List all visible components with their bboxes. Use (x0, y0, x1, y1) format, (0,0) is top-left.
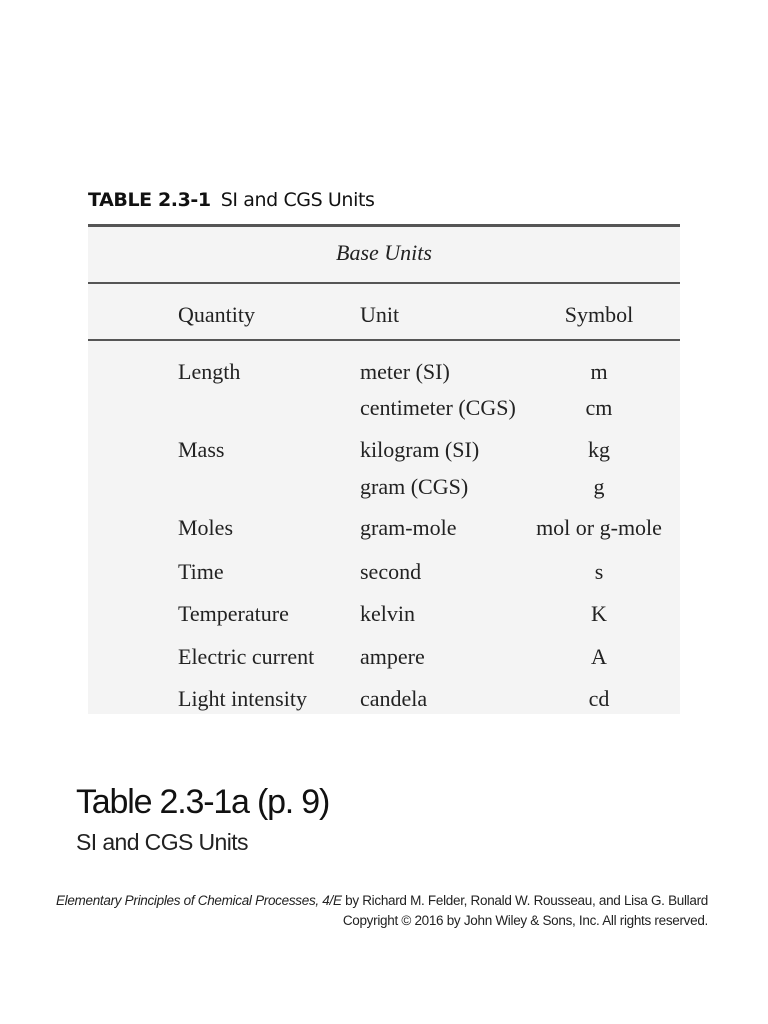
cell-unit: ampere (360, 644, 425, 669)
units-table (88, 224, 680, 714)
source-credit (56, 891, 708, 931)
cell-symbol: s (594, 559, 604, 584)
cell-quantity: Time (178, 559, 224, 584)
table-title (88, 189, 375, 211)
cell-symbol: cm (585, 395, 613, 420)
cell-quantity: Temperature (178, 601, 289, 626)
column-header-quantity: Quantity (178, 302, 255, 327)
credit-line (56, 891, 708, 911)
cell-unit: kelvin (360, 601, 415, 626)
cell-symbol: A (591, 644, 607, 669)
copyright-notice: Copyright © 2016 by John Wiley & Sons, Inc. All rights reserved. (342, 913, 708, 928)
cell-symbol: m (590, 359, 608, 384)
cell-unit: gram-mole (360, 515, 457, 540)
cell-symbol: g (593, 474, 605, 499)
cell-quantity: Light intensity (178, 686, 307, 711)
cell-quantity: Mass (178, 437, 225, 462)
cell-symbol: cd (588, 686, 610, 711)
caption-title: Table 2.3-1a (p. 9) (76, 783, 330, 821)
book-title: Elementary Principles of Chemical Processes, 4/E (55, 893, 342, 908)
cell-quantity: Electric current (178, 644, 315, 669)
column-header-symbol: Symbol (564, 302, 634, 327)
cell-unit: centimeter (CGS) (360, 395, 516, 420)
cell-unit: kilogram (SI) (360, 437, 480, 462)
table-top-rule (88, 224, 680, 227)
header-rule (88, 339, 680, 341)
book-authors: by Richard M. Felder, Ronald W. Rousseau, and Lisa G. Bullard (341, 893, 708, 908)
cell-symbol: mol or g-mole (536, 515, 662, 540)
cell-symbol: K (591, 601, 607, 626)
caption-subtitle: SI and CGS Units (76, 829, 248, 855)
cell-unit: meter (SI) (360, 359, 450, 384)
column-header-unit: Unit (360, 302, 400, 327)
cell-unit: candela (360, 686, 428, 711)
cell-quantity: Length (178, 359, 241, 384)
cell-quantity: Moles (178, 515, 233, 540)
section-heading: Base Units (336, 240, 432, 265)
section-rule (88, 282, 680, 284)
table-number: TABLE 2.3-1 (88, 189, 211, 211)
cell-symbol: kg (588, 437, 610, 462)
cell-unit: second (360, 559, 422, 584)
cell-unit: gram (CGS) (360, 474, 469, 499)
table-name: SI and CGS Units (220, 189, 375, 211)
